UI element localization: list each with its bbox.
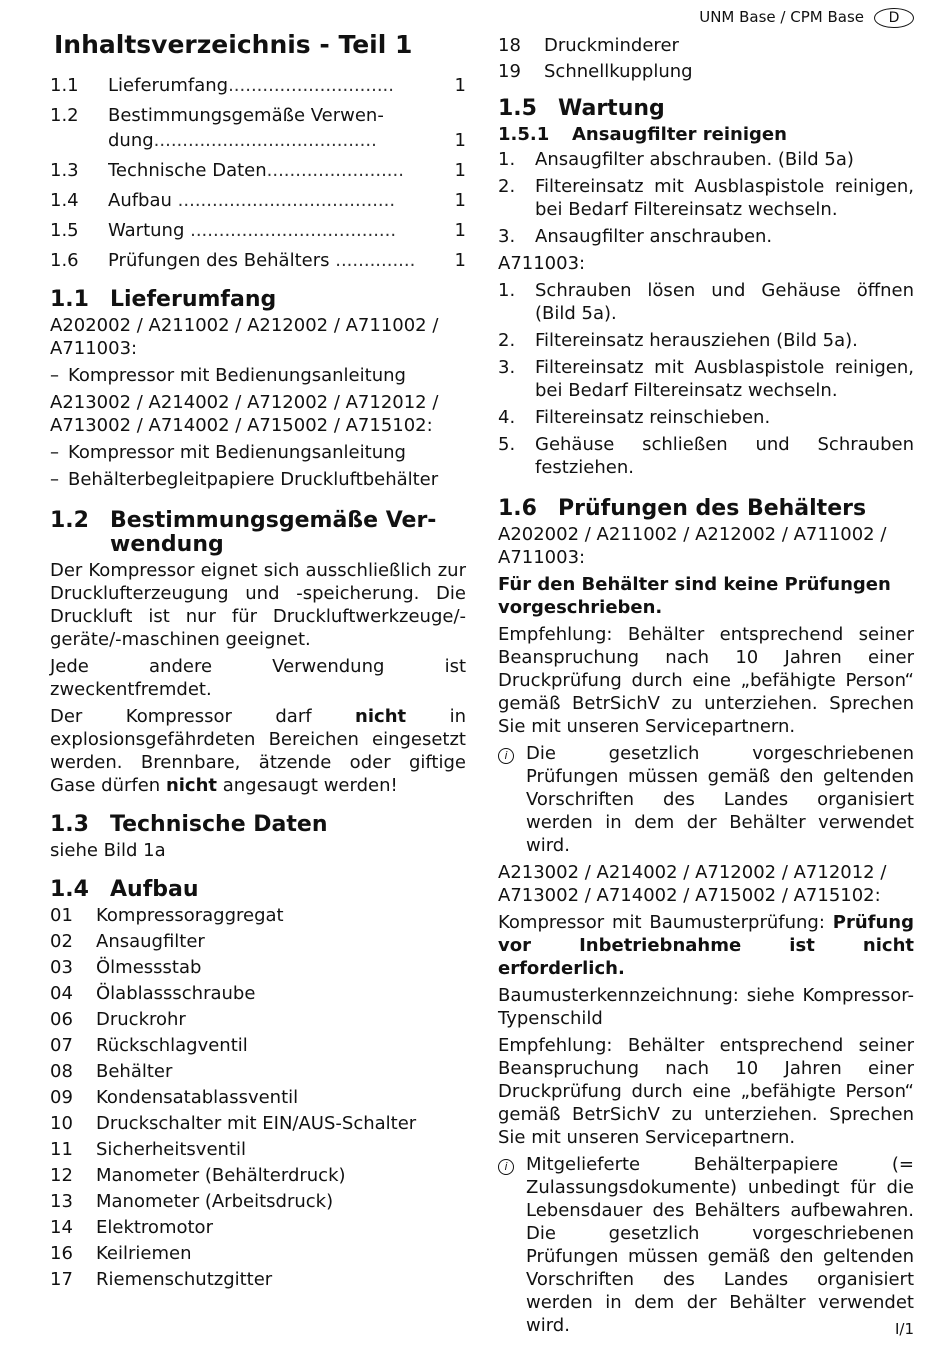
step-item: 2. Filtereinsatz herausziehen (Bild 5a). bbox=[498, 330, 858, 351]
toc-text: Aufbau ...................................... bbox=[108, 190, 396, 211]
part-item: 01 Kompressoraggregat bbox=[50, 905, 284, 926]
product-name: UNM Base / CPM Base bbox=[699, 8, 864, 26]
toc-text: Prüfungen des Behälters .............. bbox=[108, 250, 416, 271]
step-item: 1. Ansaugfilter abschrauben. (Bild 5a) bbox=[498, 149, 854, 170]
paragraph: Der Kompressor eignet sich ausschließlich zur Drucklufterzeugung und -speicherung. Die Druckluft ist nur für Druckluftwerkzeuge/-geräte/-maschinen geeignet. bbox=[50, 560, 466, 650]
bold-statement: Für den Behälter sind keine Prüfungen vorgeschrieben. bbox=[498, 574, 891, 618]
table-of-contents bbox=[50, 74, 466, 272]
toc-title: Inhaltsverzeichnis - Teil 1 bbox=[54, 30, 413, 59]
part-item: 07 Rückschlagventil bbox=[50, 1035, 248, 1056]
section-heading-1-5: 1.5 Wartung bbox=[498, 96, 665, 121]
part-item: 11 Sicherheitsventil bbox=[50, 1139, 247, 1160]
part-item: 02 Ansaugfilter bbox=[50, 931, 205, 952]
parts-list bbox=[50, 904, 466, 1291]
page-number: I/1 bbox=[894, 1320, 914, 1338]
part-item: 13 Manometer (Arbeitsdruck) bbox=[50, 1191, 334, 1212]
section-heading-1-6: 1.6 Prüfungen des Behälters bbox=[498, 496, 867, 521]
toc-page: 1 bbox=[454, 190, 466, 211]
toc-page: 1 bbox=[454, 75, 466, 96]
part-item: 08 Behälter bbox=[50, 1061, 173, 1082]
part-item: 03 Ölmessstab bbox=[50, 957, 202, 978]
toc-text: Bestimmungsgemäße Verwen- bbox=[108, 105, 384, 126]
paragraph: Baumusterkennzeichnung: siehe Kompressor-Typenschild bbox=[498, 985, 914, 1029]
model-list: A213002 / A214002 / A712002 / A712012 / A713002 / A714002 / A715002 / A715102: bbox=[498, 862, 887, 906]
toc-number: 1.6 bbox=[50, 250, 79, 271]
list-item: – Behälterbegleitpapiere Druckluftbehälter bbox=[50, 469, 439, 490]
steps-list bbox=[498, 148, 914, 248]
section-heading-1-4: 1.4 Aufbau bbox=[50, 877, 199, 902]
step-item: 1. Schrauben lösen und Gehäuse öffnen (Bild 5a). bbox=[498, 280, 914, 324]
subsection-heading-1-5-1: 1.5.1 Ansaugfilter reinigen bbox=[498, 124, 787, 145]
part-item: 12 Manometer (Behälterdruck) bbox=[50, 1165, 346, 1186]
part-item: 17 Riemenschutzgitter bbox=[50, 1269, 273, 1290]
toc-entry[interactable] bbox=[50, 159, 466, 182]
toc-text: Lieferumfang............................. bbox=[108, 75, 394, 96]
info-icon: i bbox=[498, 748, 514, 764]
toc-number: 1.1 bbox=[50, 75, 79, 96]
toc-entry[interactable] bbox=[50, 189, 466, 212]
section-heading-1-3: 1.3 Technische Daten bbox=[50, 812, 328, 837]
part-item: 16 Keilriemen bbox=[50, 1243, 192, 1264]
part-item: 04 Ölablassschraube bbox=[50, 983, 256, 1004]
parts-list-continued bbox=[498, 34, 914, 83]
step-item: 2. Filtereinsatz mit Ausblaspistole reinigen, bei Bedarf Filtereinsatz wechseln. bbox=[498, 176, 914, 220]
toc-number: 1.5 bbox=[50, 220, 79, 241]
part-item: 06 Druckrohr bbox=[50, 1009, 186, 1030]
paragraph: Empfehlung: Behälter entsprechend seiner Beanspruchung nach 10 Jahren einer Druckprüfung durch eine „befähigte Person“ gemäß BetrSichV zu unterziehen. Sprechen Sie mit unseren Servicepartnern. bbox=[498, 624, 914, 737]
paragraph: Empfehlung: Behälter entsprechend seiner Beanspruchung nach 10 Jahren einer Druckprüfung durch eine „befähigte Person“ gemäß BetrSichV zu unterziehen. Sprechen Sie mit unseren Servicepartnern. bbox=[498, 1035, 914, 1148]
paragraph: siehe Bild 1a bbox=[50, 840, 166, 861]
toc-entry[interactable] bbox=[50, 104, 466, 127]
toc-entry[interactable] bbox=[50, 249, 466, 272]
list-item: – Kompressor mit Bedienungsanleitung bbox=[50, 442, 406, 463]
part-item: 09 Kondensatablassventil bbox=[50, 1087, 299, 1108]
toc-page: 1 bbox=[454, 250, 466, 271]
model-list: A202002 / A211002 / A212002 / A711002 / A711003: bbox=[50, 315, 439, 359]
model-list: A213002 / A214002 / A712002 / A712012 / A713002 / A714002 / A715002 / A715102: bbox=[50, 392, 439, 436]
toc-page: 1 bbox=[454, 220, 466, 241]
part-item: 18 Druckminderer bbox=[498, 35, 679, 56]
part-item: 14 Elektromotor bbox=[50, 1217, 213, 1238]
toc-entry[interactable] bbox=[50, 219, 466, 242]
part-item: 10 Druckschalter mit EIN/AUS-Schalter bbox=[50, 1113, 417, 1134]
toc-number: 1.2 bbox=[50, 105, 79, 126]
info-note: i Die gesetzlich vorgeschriebenen Prüfungen müssen gemäß den geltenden Vorschriften des Landes organisiert werden in dem der Behälter verwendet wird. bbox=[498, 742, 914, 857]
step-item: 3. Ansaugfilter anschrauben. bbox=[498, 226, 773, 247]
page-header bbox=[699, 6, 914, 29]
toc-number: 1.3 bbox=[50, 160, 79, 181]
toc-page: 1 bbox=[454, 160, 466, 181]
info-icon: i bbox=[498, 1159, 514, 1175]
language-badge: D bbox=[874, 8, 914, 28]
toc-page: 1 bbox=[454, 130, 466, 151]
section-heading-1-2: 1.2 Bestimmungsgemäße Ver- wendung bbox=[50, 508, 437, 557]
toc-number: 1.4 bbox=[50, 190, 79, 211]
info-note: i Mitgelieferte Behälterpapiere (= Zulassungsdokumente) unbedingt für die Lebensdauer des Behälters aufbewahren. Die gesetzlich vorgeschriebenen Prüfungen müssen gemäß den geltenden Vorschriften des Landes organisiert werden in dem der Behälter verwendet wird. bbox=[498, 1153, 914, 1337]
toc-entry[interactable] bbox=[50, 74, 466, 97]
step-item: 4. Filtereinsatz reinschieben. bbox=[498, 407, 771, 428]
left-column bbox=[50, 30, 466, 1294]
steps-list bbox=[498, 279, 914, 479]
toc-text: Technische Daten........................ bbox=[108, 160, 404, 181]
toc-text: dung....................................... bbox=[108, 130, 377, 151]
paragraph: Kompressor mit Baumusterprüfung: Prüfung vor Inbetriebnahme ist nicht erforderlich. bbox=[498, 912, 914, 979]
paragraph: Jede andere Verwendung ist zweckentfremdet. bbox=[50, 656, 466, 700]
step-item: 3. Filtereinsatz mit Ausblaspistole reinigen, bei Bedarf Filtereinsatz wechseln. bbox=[498, 357, 914, 401]
list-item: – Kompressor mit Bedienungsanleitung bbox=[50, 365, 406, 386]
part-item: 19 Schnellkupplung bbox=[498, 61, 693, 82]
model-list: A711003: bbox=[498, 253, 586, 274]
model-list: A202002 / A211002 / A212002 / A711002 / A711003: bbox=[498, 524, 887, 568]
right-column bbox=[498, 34, 914, 1341]
toc-entry-cont[interactable] bbox=[50, 129, 466, 152]
toc-text: Wartung .................................... bbox=[108, 220, 397, 241]
section-heading-1-1: 1.1 Lieferumfang bbox=[50, 287, 277, 312]
step-item: 5. Gehäuse schließen und Schrauben festziehen. bbox=[498, 434, 914, 478]
paragraph: Der Kompressor darf nicht in explosionsgefährdeten Bereichen eingesetzt werden. Brennbare, ätzende oder giftige Gase dürfen nicht angesaugt werden! bbox=[50, 706, 466, 796]
